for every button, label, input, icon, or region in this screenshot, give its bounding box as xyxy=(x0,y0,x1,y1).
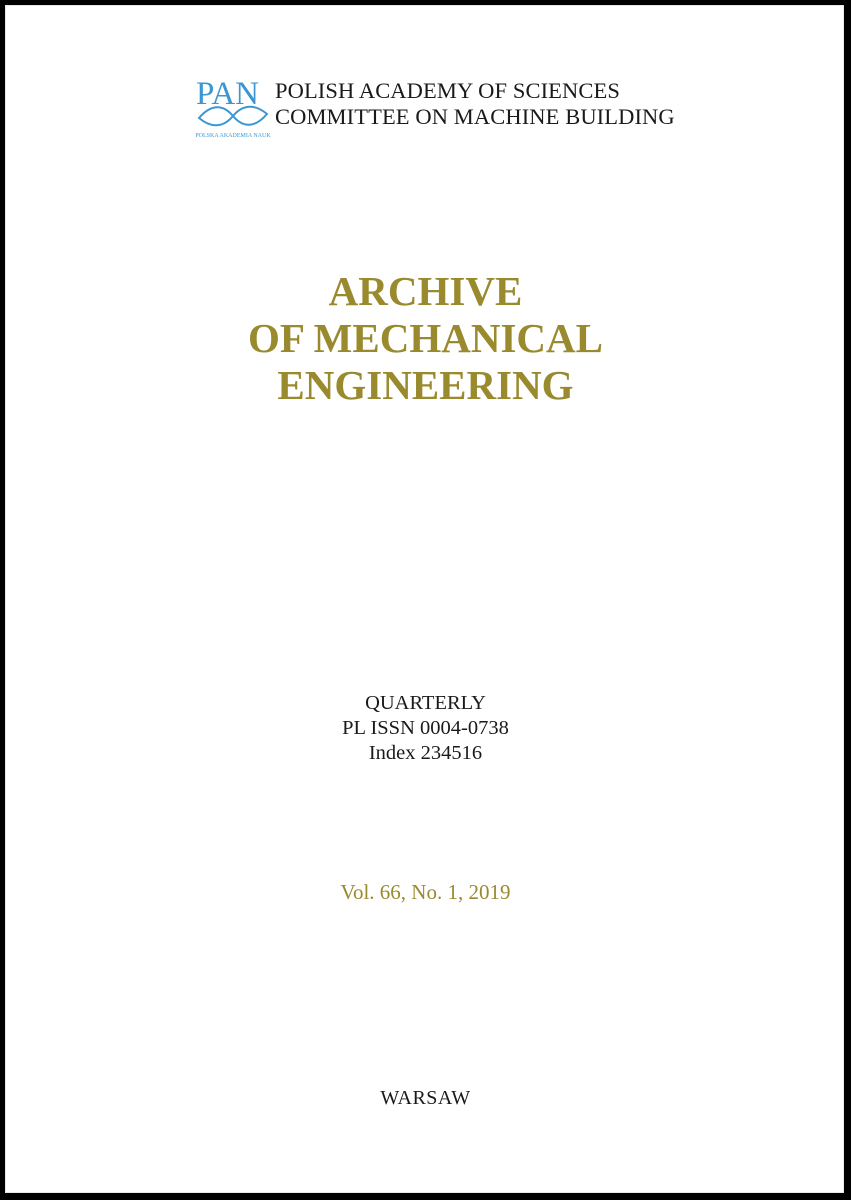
publisher-text xyxy=(275,78,675,130)
city-label: WARSAW xyxy=(380,1087,471,1109)
committee-name: COMMITTEE ON MACHINE BUILDING xyxy=(275,104,675,129)
journal-title xyxy=(6,268,845,409)
journal-cover xyxy=(5,5,844,1193)
title-line-1: ARCHIVE xyxy=(328,268,523,314)
issn-label: PL ISSN 0004-0738 xyxy=(342,717,509,739)
frequency-label: QUARTERLY xyxy=(365,692,486,714)
title-line-3: ENGINEERING xyxy=(277,362,574,408)
academy-name: POLISH ACADEMY OF SCIENCES xyxy=(275,78,620,103)
logo-caption: POLSKA AKADEMIA NAUK xyxy=(195,133,271,139)
publication-info xyxy=(6,691,845,766)
title-line-2: OF MECHANICAL xyxy=(248,315,603,361)
index-label: Index 234516 xyxy=(368,742,483,764)
pan-logo-icon xyxy=(193,74,273,140)
volume-label: Vol. 66, No. 1, 2019 xyxy=(340,880,511,904)
publisher-header xyxy=(193,74,673,144)
logo-mark: PAN xyxy=(196,76,259,112)
